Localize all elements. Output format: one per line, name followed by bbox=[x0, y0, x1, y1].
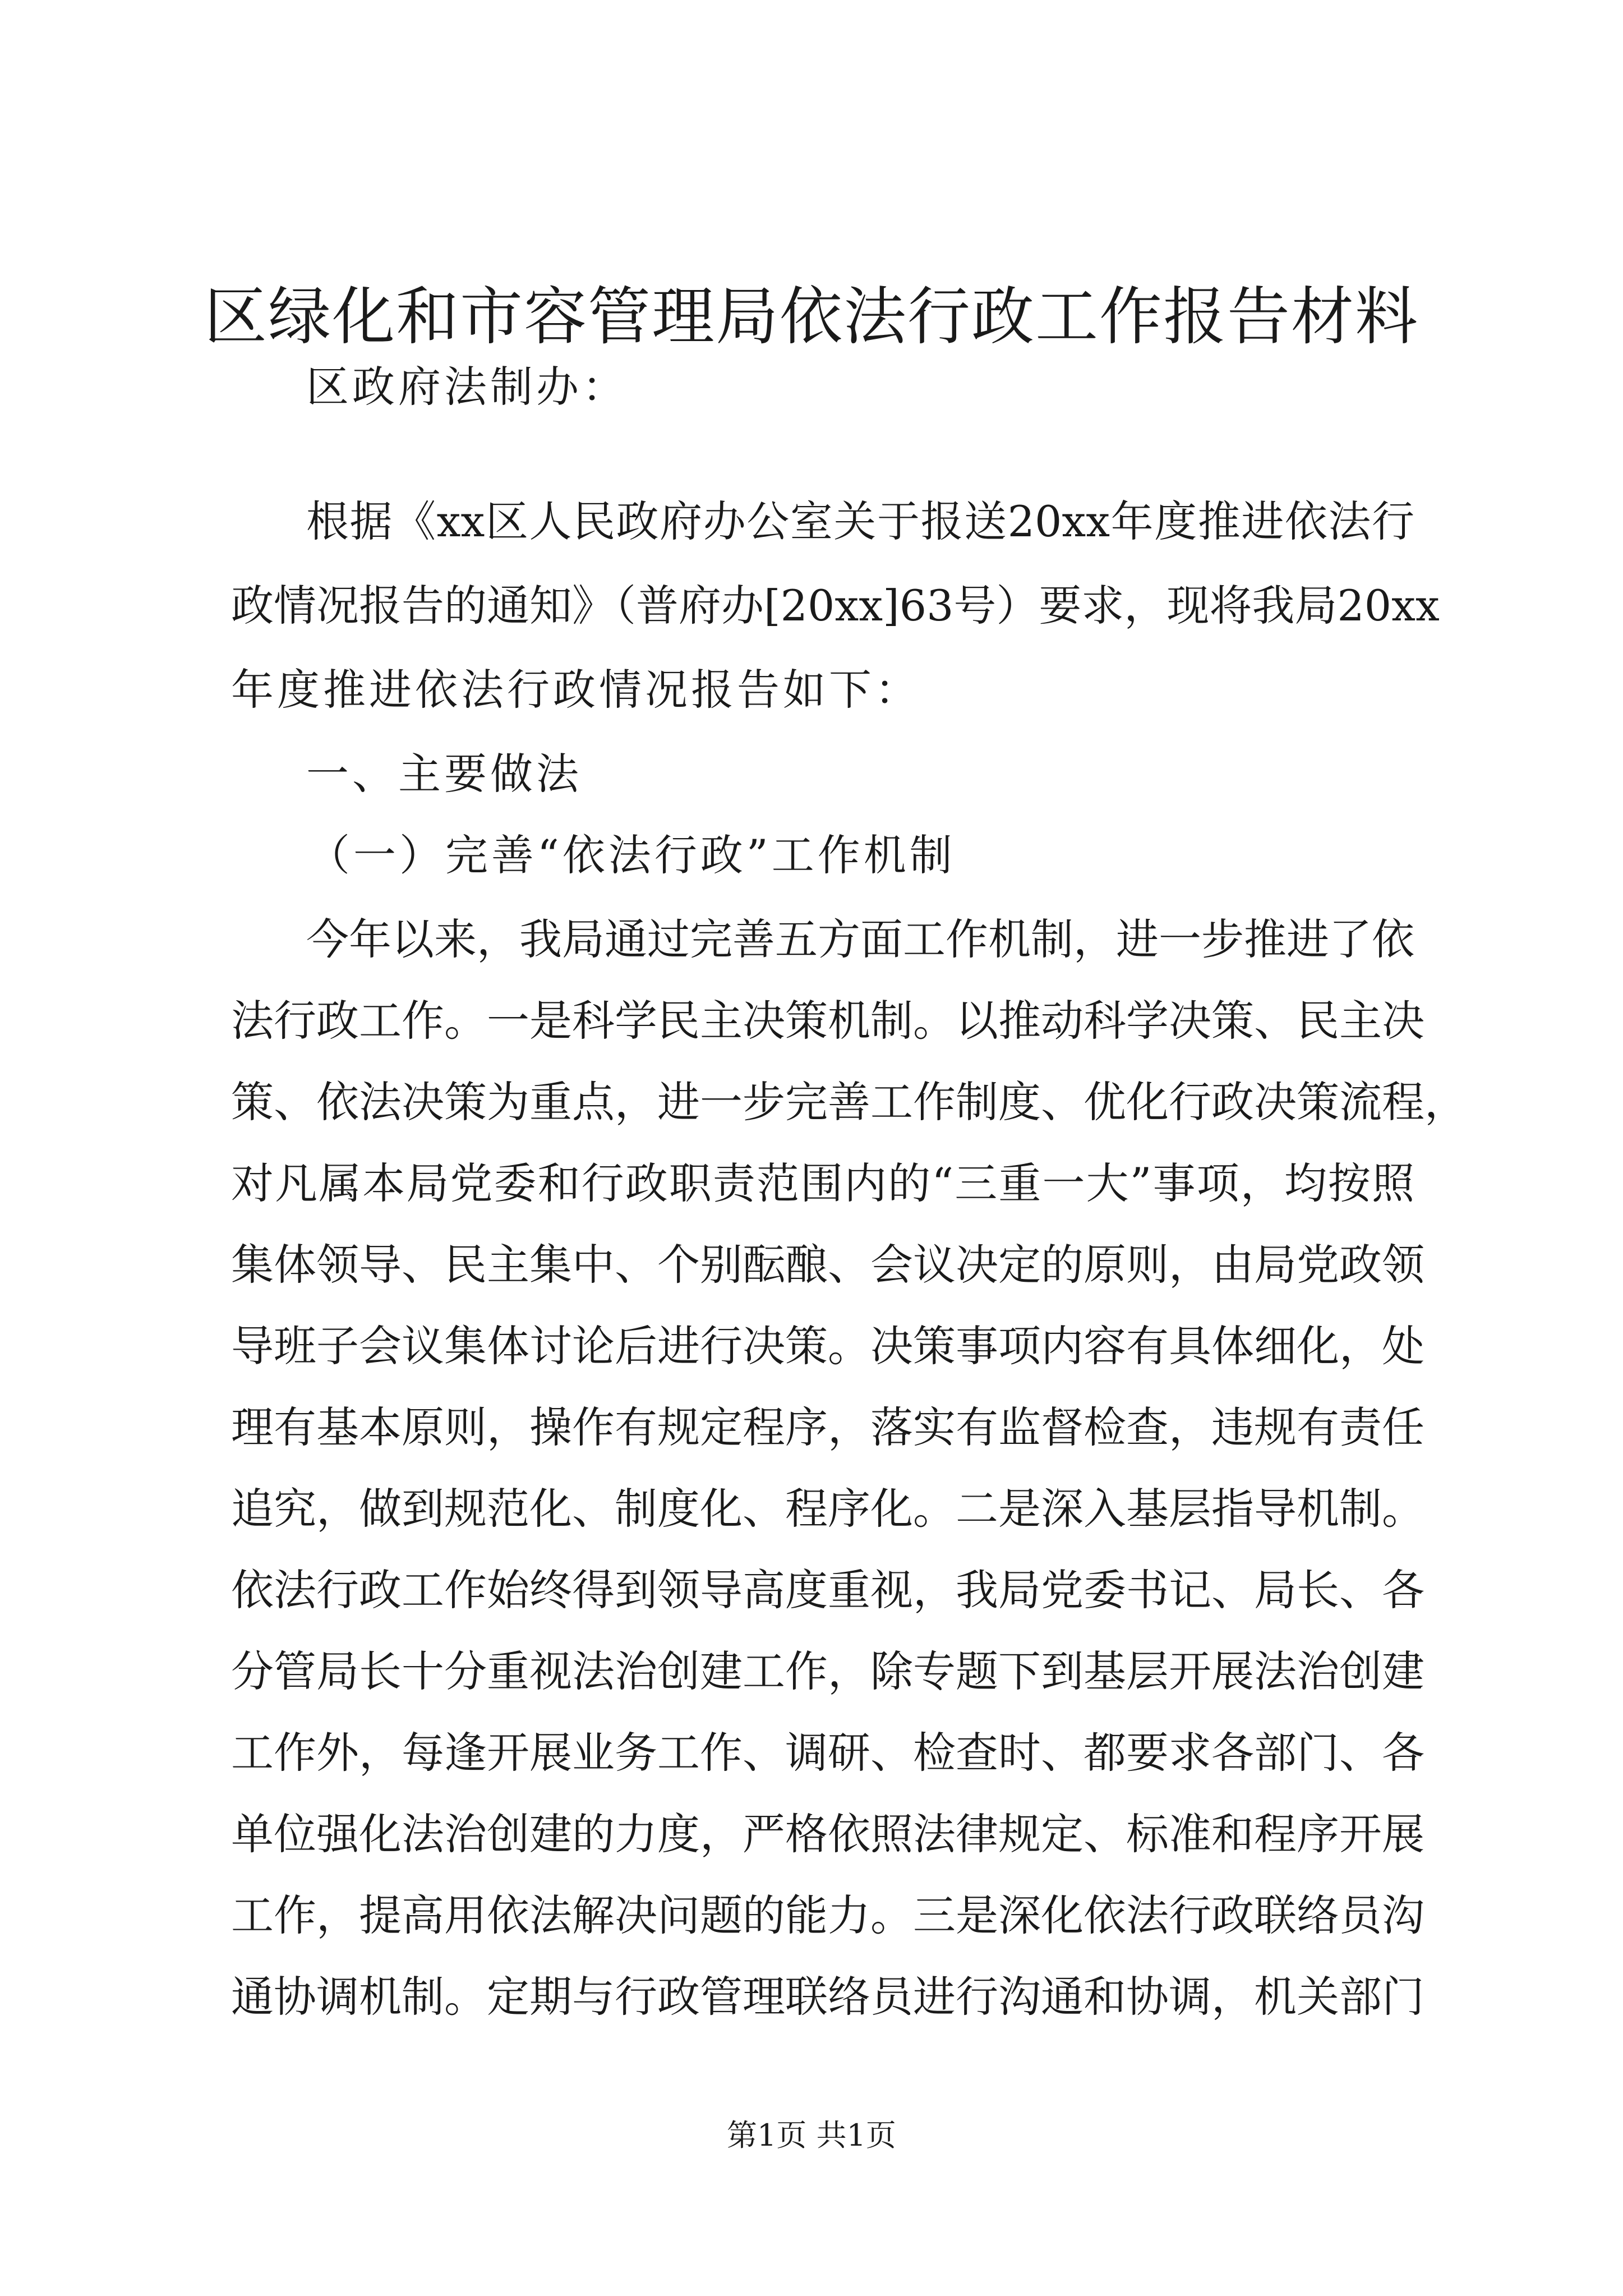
body-line: 理有基本原则，操作有规定程序，落实有监督检查，违规有责任 bbox=[231, 1402, 1424, 1452]
body-line: 法行政工作。一是科学民主决策机制。以推动科学决策、民主决 bbox=[231, 996, 1424, 1046]
body-line: 今年以来，我局通过完善五方面工作机制，进一步推进了依 bbox=[306, 914, 1414, 964]
page-footer: 第1页 共1页 bbox=[727, 2118, 896, 2153]
body-line: 通协调机制。定期与行政管理联络员进行沟通和协调，机关部门 bbox=[231, 1972, 1424, 2022]
body-line: 对凡属本局党委和行政职责范围内的“三重一大”事项，均按照 bbox=[231, 1158, 1414, 1208]
body-line: 根据《xx区人民政府办公室关于报送20xx年度推进依法行 bbox=[306, 496, 1414, 546]
section-heading: 一、主要做法 bbox=[306, 749, 582, 799]
document-title: 区绿化和市容管理局依法行政工作报告材料 bbox=[204, 280, 1419, 353]
body-line: 政情况报告的通知》（普府办[20xx]63号）要求，现将我局20xx bbox=[231, 581, 1440, 631]
body-line: 工作外，每逢开展业务工作、调研、检查时、都要求各部门、各 bbox=[231, 1728, 1424, 1778]
body-line: 策、依法决策为重点，进一步完善工作制度、优化行政决策流程， bbox=[231, 1077, 1467, 1127]
body-line: 导班子会议集体讨论后进行决策。决策事项内容有具体细化，处 bbox=[231, 1321, 1424, 1371]
body-line: 追究，做到规范化、制度化、程序化。二是深入基层指导机制。 bbox=[231, 1484, 1424, 1534]
body-line: 年度推进依法行政情况报告如下： bbox=[231, 665, 921, 715]
body-line: 依法行政工作始终得到领导高度重视，我局党委书记、局长、各 bbox=[231, 1565, 1424, 1615]
body-line: 工作，提高用依法解决问题的能力。三是深化依法行政联络员沟 bbox=[231, 1890, 1424, 1940]
salutation: 区政府法制办： bbox=[306, 362, 628, 412]
body-line: 单位强化法治创建的力度，严格依照法律规定、标准和程序开展 bbox=[231, 1809, 1424, 1859]
body-line: 分管局长十分重视法治创建工作，除专题下到基层开展法治创建 bbox=[231, 1646, 1424, 1696]
subsection-heading: （一）完善“依法行政”工作机制 bbox=[307, 830, 956, 880]
body-line: 集体领导、民主集中、个别酝酿、会议决定的原则，由局党政领 bbox=[231, 1240, 1424, 1290]
